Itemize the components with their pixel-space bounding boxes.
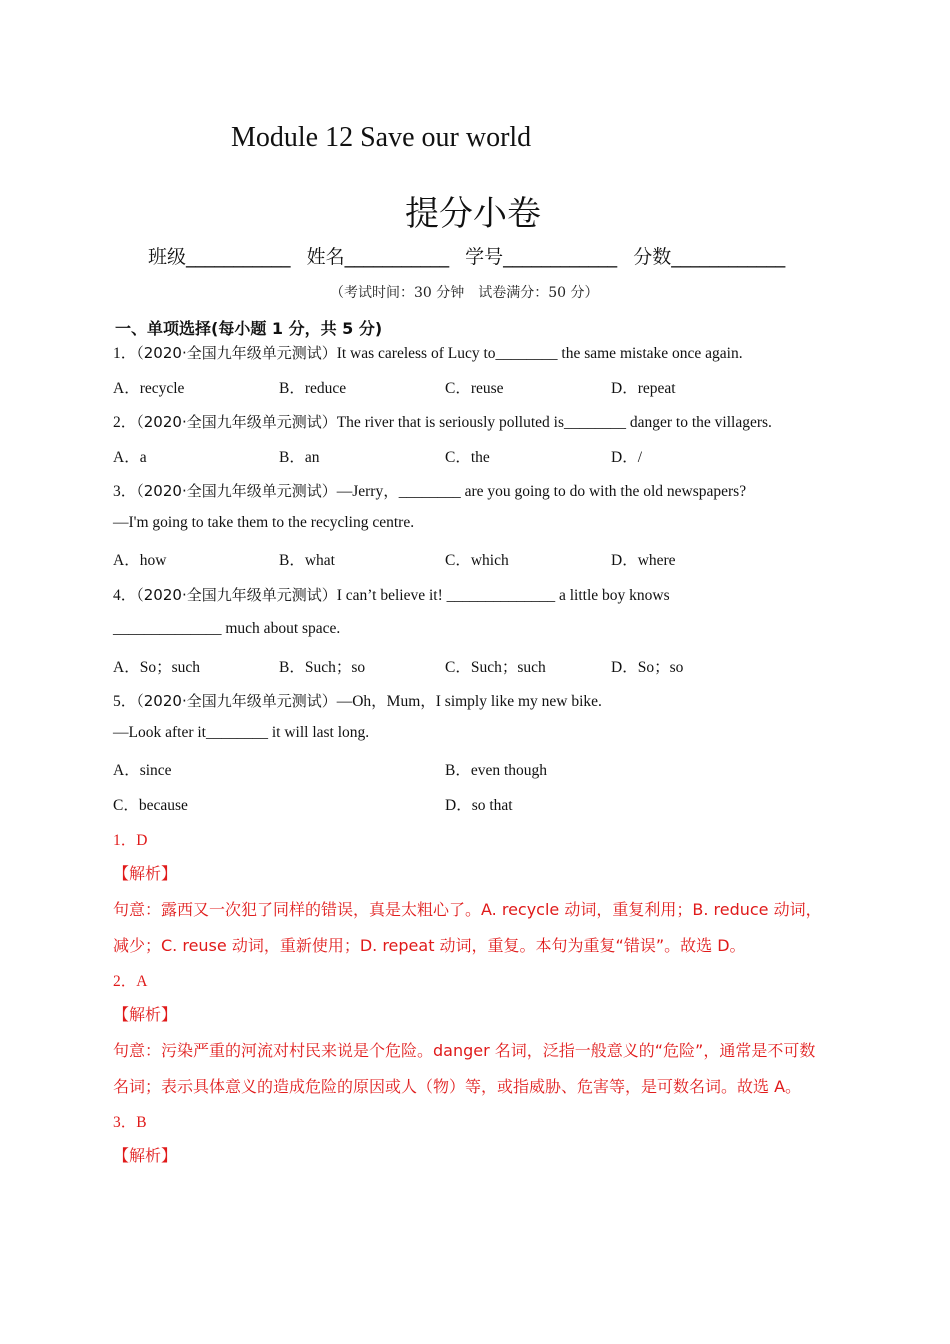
- question-2-stem: 2．（2020·全国九年级单元测试）The river that is seriously polluted is________ danger to the villagers.: [113, 413, 772, 431]
- question-5-reply: —Look after it________ it will last long.: [113, 724, 370, 741]
- q3-option-a: A．how: [113, 552, 167, 569]
- q1-option-a: A．recycle: [113, 380, 185, 397]
- answer-3-label: 【解析】: [113, 1146, 178, 1165]
- answer-1-line-1: 句意：露西又一次犯了同样的错误，真是太粗心了。A. recycle 动词，重复利用；B. reduce 动词，: [113, 900, 822, 919]
- q3-option-b: B．what: [279, 552, 335, 569]
- question-1-stem: 1．（2020·全国九年级单元测试）It was careless of Lucy to________ the same mistake once again.: [113, 344, 743, 362]
- answer-2-label: 【解析】: [113, 1005, 178, 1024]
- id-field: 学号____________: [465, 246, 618, 268]
- answer-1-label: 【解析】: [113, 864, 178, 883]
- student-info-row: [148, 242, 795, 269]
- exam-note: （考试时间：30 分钟 试卷满分：50 分）: [330, 285, 599, 301]
- q2-option-c: C．the: [445, 449, 490, 466]
- q5-option-c: C．because: [113, 797, 188, 814]
- q2-option-b: B．an: [279, 449, 320, 466]
- q4-option-c: C．Such；such: [445, 659, 546, 676]
- q2-option-a: A．a: [113, 449, 147, 466]
- question-4-stem: 4．（2020·全国九年级单元测试）I can’t believe it! ______________ a little boy knows: [113, 586, 670, 604]
- q4-option-d: D．So；so: [611, 659, 684, 676]
- question-5-stem: 5．（2020·全国九年级单元测试）—Oh，Mum，I simply like my new bike.: [113, 692, 602, 710]
- question-3-reply: —I'm going to take them to the recycling centre.: [113, 514, 415, 531]
- answer-1-line-2: 减少；C. reuse 动词，重新使用；D. repeat 动词，重复。本句为重复“错误”。故选 D。: [113, 936, 746, 955]
- answer-1-key: 1．D: [113, 832, 148, 849]
- class-field: 班级___________: [148, 246, 291, 268]
- q1-option-b: B．reduce: [279, 380, 347, 397]
- q4-option-a: A．So；such: [113, 659, 200, 676]
- q2-option-d: D．/: [611, 449, 643, 466]
- q4-option-b: B．Such；so: [279, 659, 366, 676]
- q5-option-b: B．even though: [445, 762, 548, 779]
- answer-2-line-2: 名词；表示具体意义的造成危险的原因或人（物）等，或指威胁、危害等，是可数名词。故选 A。: [113, 1077, 802, 1096]
- q3-option-c: C．which: [445, 552, 509, 569]
- question-4-continuation: ______________ much about space.: [113, 620, 341, 637]
- answer-2-line-1: 句意：污染严重的河流对村民来说是个危险。danger 名词，泛指一般意义的“危险”，通常是不可数: [113, 1041, 816, 1060]
- module-title: Module 12 Save our world: [231, 122, 532, 153]
- question-3-stem: 3．（2020·全国九年级单元测试）—Jerry，________ are you going to do with the old newspapers?: [113, 482, 747, 500]
- answer-3-key: 3．B: [113, 1114, 147, 1131]
- answer-2-key: 2．A: [113, 973, 148, 990]
- q5-option-a: A．since: [113, 762, 172, 779]
- page-subtitle: 提分小卷: [405, 194, 541, 234]
- q3-option-d: D．where: [611, 552, 676, 569]
- name-field: 姓名___________: [306, 246, 450, 268]
- q5-option-d: D．so that: [445, 797, 513, 814]
- q1-option-d: D．repeat: [611, 380, 676, 397]
- q1-option-c: C．reuse: [445, 380, 504, 397]
- score-field: 分数____________: [633, 246, 786, 268]
- section-heading: 一、单项选择(每小题 1 分，共 5 分): [115, 319, 383, 338]
